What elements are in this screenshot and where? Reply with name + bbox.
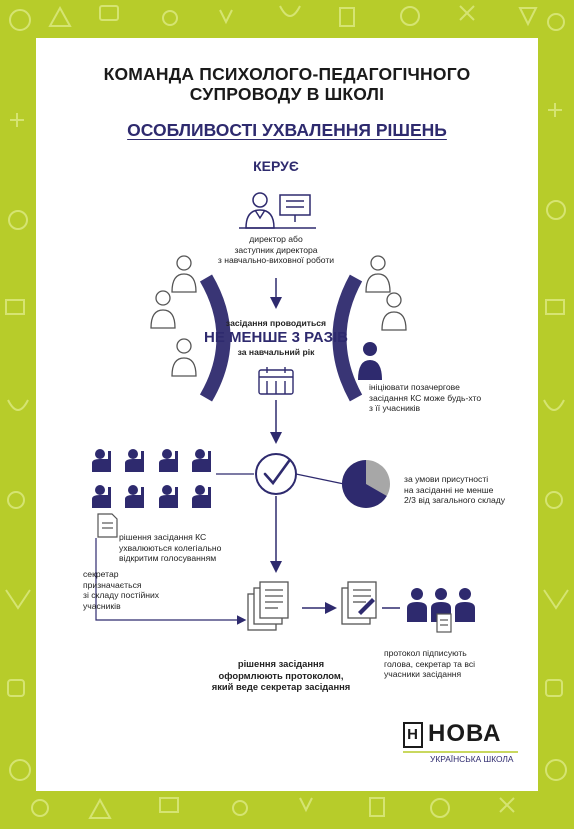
- logo-name: НОВА: [428, 720, 502, 747]
- signing-line-1: протокол підписують: [384, 648, 467, 658]
- initiate-line-3: з її учасників: [369, 403, 421, 413]
- signing-line-3: учасники засідання: [384, 669, 462, 679]
- protocol-document-stack-icon: [248, 582, 288, 630]
- page-title-line-1: КОМАНДА ПСИХОЛОГО-ПЕДАГОГІЧНОГО: [103, 64, 471, 84]
- director-at-desk-icon: [239, 193, 316, 228]
- content-sheet: [36, 38, 538, 791]
- secretary-text: [83, 569, 183, 611]
- connector-check-to-pie: [296, 474, 344, 484]
- initiate-text: [369, 382, 509, 414]
- quorum-pie-chart: [342, 460, 390, 508]
- signing-text: [384, 648, 524, 680]
- meeting-line-3: за навчальний рік: [237, 346, 315, 357]
- decision-line-2: ухвалюються колегіально: [119, 542, 222, 553]
- secretary-document-icon: [98, 514, 117, 537]
- leader-line-1: директор або: [249, 234, 303, 244]
- logo-mark-letter: Н: [407, 726, 418, 743]
- right-group-people-icons: [366, 256, 406, 330]
- meeting-line-1: засідання проводиться: [225, 318, 327, 328]
- meeting-frequency: [196, 318, 356, 357]
- leader-line-3: з навчально-виховної роботи: [217, 255, 335, 265]
- secretary-line-2: призначається: [83, 579, 142, 590]
- initiator-person-icon: [358, 342, 382, 380]
- logo-tagline: УКРАЇНСЬКА ШКОЛА: [430, 754, 514, 764]
- leader-label: КЕРУЄ: [253, 158, 299, 174]
- signing-line-2: голова, секретар та всі: [384, 658, 476, 669]
- page-subtitle: ОСОБЛИВОСТІ УХВАЛЕННЯ РІШЕНЬ: [127, 120, 447, 140]
- quorum-text: [404, 474, 534, 506]
- signers-document-icon: [437, 614, 451, 632]
- protocol-line-1: рішення засідання: [237, 658, 325, 669]
- decision-text: [119, 532, 259, 564]
- logo-mark: [403, 722, 423, 748]
- left-group-people-icons: [151, 256, 196, 376]
- protocol-text: [201, 658, 361, 693]
- leader-description: [201, 234, 351, 266]
- leader-line-2: заступник директора: [234, 244, 318, 255]
- secretary-line-3: зі складу постійних: [83, 590, 160, 600]
- page-title-line-2: СУПРОВОДУ В ШКОЛІ: [189, 84, 385, 104]
- signed-document-icon: [342, 582, 376, 624]
- initiate-line-2: засідання КС може будь-хто: [369, 392, 482, 403]
- decision-line-3: відкритим голосуванням: [119, 553, 217, 563]
- secretary-line-1: секретар: [83, 569, 119, 579]
- initiate-line-1: ініціювати позачергове: [369, 382, 460, 392]
- voting-people-grid-icon: [92, 449, 211, 508]
- calendar-icon: [259, 367, 293, 394]
- protocol-line-2: оформлюють протоколом,: [218, 669, 344, 681]
- quorum-line-1: за умови присутності: [404, 474, 489, 484]
- meeting-highlight: НЕ МЕНШЕ 3 РАЗІВ: [203, 328, 348, 346]
- decision-line-1: рішення засідання КС: [119, 532, 207, 542]
- secretary-line-4: учасників: [83, 600, 121, 611]
- checkmark-circle-icon: [256, 454, 296, 494]
- quorum-line-3: 2/3 від загального складу: [404, 495, 506, 505]
- protocol-line-3: який веде секретар засідання: [211, 681, 351, 692]
- quorum-line-2: на засіданні не менше: [404, 484, 494, 495]
